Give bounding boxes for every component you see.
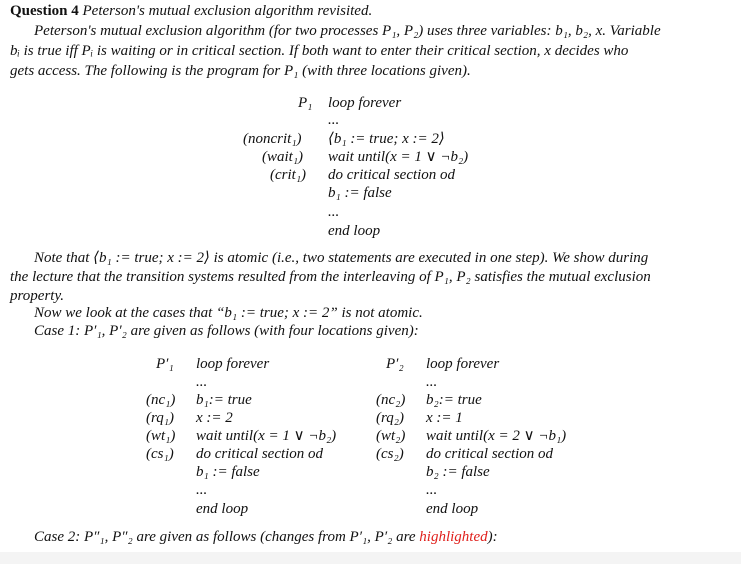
case2-intro (34, 528, 498, 546)
case1-p1-dots-1: ... (196, 374, 208, 390)
case2-highlight: highlighted (419, 529, 488, 545)
case1-p1-label-3: (wt₁) (146, 428, 176, 444)
program-p1-label-wait: (wait₁) (262, 149, 304, 165)
program-p1-stmt-reset: b₁ := false (328, 185, 392, 201)
program-p1-label-crit: (crit₁) (270, 167, 307, 183)
case1-p2-stmt-3: wait until(x = 2 ∨ ¬b₁) (426, 428, 567, 444)
case1-p2-dots-2: ... (426, 482, 438, 498)
program-p1-loop: loop forever (328, 95, 402, 111)
note-line-2: the lecture that the transition systems resulted from the interleaving of P₁, P₂ satisfies the mutual exclusion (10, 269, 651, 285)
note-line-3: property. (10, 288, 65, 304)
case1-p1-end: end loop (196, 501, 249, 517)
case1-p2-loop: loop forever (426, 356, 500, 372)
case1-p2-label-1: (nc₂) (376, 392, 406, 408)
intro-line-3: gets access. The following is the program for P₁ (with three locations given). (10, 63, 471, 79)
program-p1-stmt-crit: do critical section od (328, 167, 456, 183)
program-p1-label-noncrit: (noncrit₁) (243, 131, 302, 147)
question-heading (10, 2, 372, 20)
case2-suffix: ): (487, 529, 498, 545)
program-p1-end: end loop (328, 223, 381, 239)
program-p1-stmt-wait: wait until(x = 1 ∨ ¬b₂) (328, 149, 469, 165)
case1-p1-dots-2: ... (196, 482, 208, 498)
case1-p2-dots-1: ... (426, 374, 438, 390)
case1-p1-label-4: (cs₁) (146, 446, 174, 462)
case1-p1-stmt-4: do critical section od (196, 446, 324, 462)
case1-p1-label-1: (nc₁) (146, 392, 176, 408)
case1-p2-end: end loop (426, 501, 479, 517)
case1-p2-name: P′₂ (386, 356, 404, 372)
case1-intro: Case 1: P′₁, P′₂ are given as follows (with four locations given): (34, 323, 419, 339)
question-title: Peterson's mutual exclusion algorithm revisited. (82, 3, 373, 19)
page-bottom-strip (0, 552, 741, 564)
case2-prefix: Case 2: P″₁, P″₂ are given as follows (changes from P′₁, P′₂ are (34, 529, 420, 545)
note-line-4: Now we look at the cases that “b₁ := true; x := 2” is not atomic. (34, 305, 423, 321)
case1-p2-stmt-1: b₂:= true (426, 392, 482, 408)
case1-p2-stmt-5: b₂ := false (426, 464, 490, 480)
case1-p2-stmt-4: do critical section od (426, 446, 554, 462)
program-p1-dots-1: ... (328, 112, 340, 128)
case1-p1-stmt-1: b₁:= true (196, 392, 252, 408)
case1-p1-stmt-2: x := 2 (196, 410, 233, 426)
program-p1-stmt-noncrit: ⟨b₁ := true; x := 2⟩ (328, 131, 445, 147)
case1-p2-label-3: (wt₂) (376, 428, 406, 444)
program-p1-dots-2: ... (328, 204, 340, 220)
case1-p1-loop: loop forever (196, 356, 270, 372)
case1-p2-label-2: (rq₂) (376, 410, 404, 426)
program-p1-name: P₁ (298, 95, 313, 111)
case1-p1-stmt-5: b₁ := false (196, 464, 260, 480)
case1-p1-name: P′₁ (156, 356, 174, 372)
note-line-1: Note that ⟨b₁ := true; x := 2⟩ is atomic (i.e., two statements are executed in one step). We show during (34, 250, 649, 266)
question-label: Question 4 (10, 3, 79, 19)
case1-p2-stmt-2: x := 1 (426, 410, 463, 426)
intro-line-2: bᵢ is true iff Pᵢ is waiting or in critical section. If both want to enter their critical section, x decides who (10, 43, 629, 59)
intro-line-1: Peterson's mutual exclusion algorithm (for two processes P₁, P₂) uses three variables: b₁, b₂, x. Variable (34, 23, 661, 39)
case1-p2-label-4: (cs₂) (376, 446, 404, 462)
case1-p1-stmt-3: wait until(x = 1 ∨ ¬b₂) (196, 428, 337, 444)
case1-p1-label-2: (rq₁) (146, 410, 174, 426)
